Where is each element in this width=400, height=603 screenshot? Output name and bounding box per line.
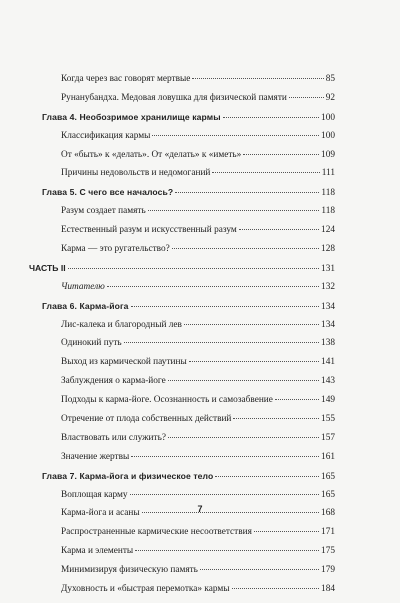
toc-entry-page: 165 — [321, 471, 335, 482]
page-number: 7 — [197, 504, 203, 514]
toc-entry — [29, 376, 335, 395]
toc-entry — [29, 338, 335, 357]
toc-entry-page: 149 — [321, 395, 335, 406]
dot-leader — [289, 97, 324, 98]
toc-entry-title: Классификация кармы — [61, 130, 151, 141]
toc-entry — [29, 282, 335, 301]
dot-leader — [135, 550, 319, 551]
toc-entry-page: 111 — [321, 168, 335, 179]
toc-entry-page: 134 — [321, 301, 335, 312]
toc-entry-page: 118 — [321, 206, 335, 217]
toc-entry-title: Глава 7. Карма-йога и физическое тело — [42, 470, 214, 481]
toc-entry-title: Глава 6. Карма-йога — [42, 300, 129, 311]
toc-entry-title: Властвовать или служить? — [61, 432, 166, 443]
toc-entry — [29, 433, 335, 452]
toc-entry — [29, 244, 335, 263]
toc-entry-title: Подходы к карма-йоге. Осознанность и самозабвение — [61, 395, 273, 406]
toc-entry — [29, 93, 335, 112]
toc-entry-title: Минимизируя физическую память — [61, 565, 198, 576]
dot-leader — [130, 494, 320, 495]
toc-entry-page: 132 — [321, 281, 335, 292]
table-of-contents — [29, 74, 335, 603]
toc-entry-page: 165 — [321, 489, 335, 500]
dot-leader — [192, 78, 323, 79]
toc-entry-page: 124 — [321, 225, 335, 236]
toc-entry — [29, 584, 335, 603]
toc-entry-page: 175 — [321, 546, 335, 557]
dot-leader — [184, 324, 319, 325]
dot-leader — [254, 531, 319, 532]
toc-entry-title: Разум создает память — [61, 206, 146, 217]
toc-entry-page: 161 — [321, 451, 335, 462]
toc-entry-page: 155 — [321, 414, 335, 425]
toc-entry — [29, 74, 335, 93]
toc-entry-title: Причины недовольств и недомоганий — [61, 168, 211, 179]
toc-entry-title: Глава 4. Необозримое хранилище кармы — [42, 111, 221, 122]
dot-leader — [215, 476, 319, 477]
toc-entry — [29, 565, 335, 584]
dot-leader — [148, 210, 320, 211]
toc-entry-page: 100 — [321, 130, 335, 141]
dot-leader — [152, 135, 319, 136]
toc-entry — [29, 150, 335, 169]
dot-leader — [168, 380, 319, 381]
toc-entry-title: ЧАСТЬ II — [29, 262, 66, 273]
toc-entry — [29, 131, 335, 150]
toc-entry-title: Читателю — [61, 281, 105, 292]
toc-entry-page: 109 — [321, 149, 335, 160]
toc-entry — [29, 395, 335, 414]
toc-entry-title: От «быть» к «делать». От «делать» к «иметь» — [61, 149, 242, 160]
dot-leader — [275, 399, 319, 400]
dot-leader — [200, 569, 319, 570]
dot-leader — [243, 154, 319, 155]
toc-entry-page: 138 — [321, 338, 335, 349]
toc-entry-page: 131 — [321, 263, 335, 274]
toc-entry-title: Отречение от плода собственных действий — [61, 414, 232, 425]
toc-entry — [29, 452, 335, 471]
toc-entry-page: 92 — [325, 92, 335, 103]
toc-entry — [29, 471, 335, 490]
toc-entry-page: 184 — [321, 584, 335, 595]
toc-entry — [29, 320, 335, 339]
toc-entry-page: 157 — [321, 432, 335, 443]
toc-entry-title: Рунанубандха. Медовая ловушка для физической памяти — [61, 92, 287, 103]
toc-entry-title: Карма-йога и асаны — [61, 508, 140, 519]
toc-entry-title: Значение жертвы — [61, 451, 130, 462]
toc-entry — [29, 357, 335, 376]
toc-entry-page: 143 — [321, 376, 335, 387]
toc-entry-title: Лис-калека и благородный лев — [61, 319, 182, 330]
toc-entry-title: Заблуждения о карма-йоге — [61, 376, 166, 387]
dot-leader — [233, 418, 319, 419]
toc-entry-title: Естественный разум и искусственный разум — [61, 225, 237, 236]
toc-entry — [29, 225, 335, 244]
toc-entry-page: 134 — [321, 319, 335, 330]
toc-entry-title: Когда через вас говорят мертвые — [61, 74, 191, 84]
toc-entry-page: 171 — [321, 527, 335, 538]
dot-leader — [107, 286, 319, 287]
dot-leader — [223, 117, 319, 118]
toc-entry-page: 128 — [321, 244, 335, 255]
toc-entry-page: 100 — [321, 112, 335, 123]
toc-entry — [29, 263, 335, 282]
toc-entry — [29, 301, 335, 320]
dot-leader — [131, 456, 319, 457]
toc-entry-title: Выход из кармической паутины — [61, 357, 187, 368]
toc-entry-page: 85 — [325, 74, 335, 84]
toc-entry-title: Распространенные кармические несоответствия — [61, 527, 252, 538]
toc-entry — [29, 546, 335, 565]
toc-entry-page: 141 — [321, 357, 335, 368]
toc-entry — [29, 168, 335, 187]
toc-entry-title: Духовность и «быстрая перемотка» кармы — [61, 584, 230, 595]
toc-entry — [29, 112, 335, 131]
toc-entry-page: 168 — [321, 508, 335, 519]
dot-leader — [239, 229, 319, 230]
dot-leader — [212, 172, 319, 173]
toc-entry-page: 118 — [321, 188, 335, 199]
dot-leader — [232, 588, 320, 589]
toc-entry — [29, 414, 335, 433]
toc-entry-page: 179 — [321, 565, 335, 576]
dot-leader — [175, 192, 319, 193]
toc-entry-title: Карма — это ругательство? — [61, 244, 170, 255]
toc-entry-title: Карма и элементы — [61, 546, 134, 557]
dot-leader — [168, 437, 319, 438]
toc-entry-title: Глава 5. С чего все началось? — [42, 187, 174, 198]
dot-leader — [189, 361, 319, 362]
toc-entry — [29, 527, 335, 546]
dot-leader — [124, 342, 319, 343]
toc-entry-title: Воплощая карму — [61, 489, 128, 500]
toc-entry — [29, 187, 335, 206]
dot-leader — [68, 268, 319, 269]
toc-entry — [29, 206, 335, 225]
dot-leader — [172, 248, 319, 249]
dot-leader — [131, 306, 320, 307]
toc-entry-title: Одинокий путь — [61, 338, 122, 349]
